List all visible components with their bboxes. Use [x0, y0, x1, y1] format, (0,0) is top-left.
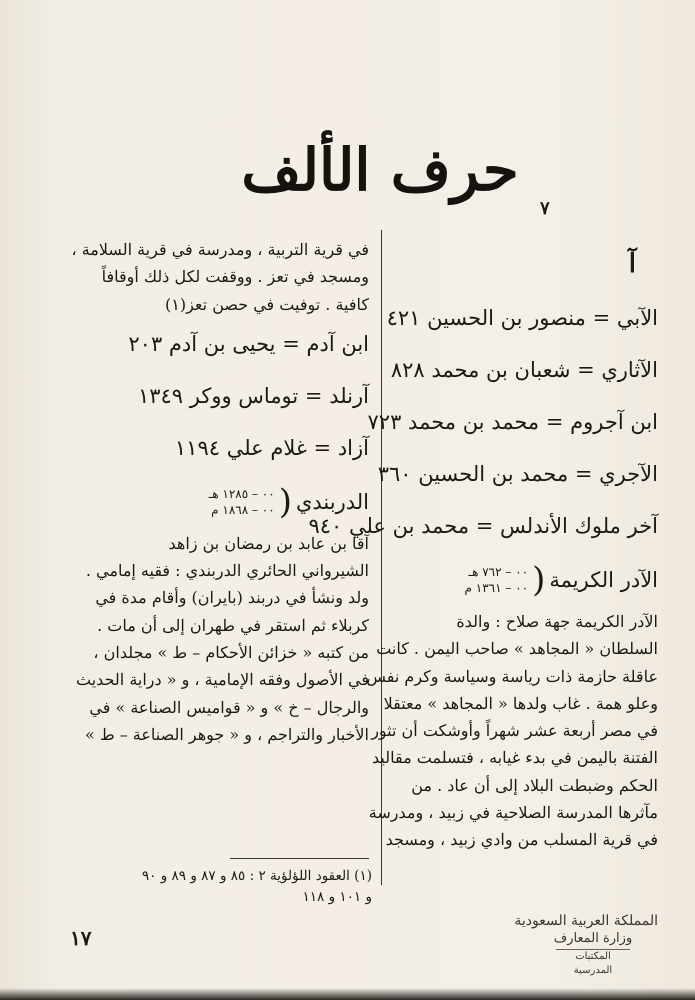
footnote-line: (١) العقود اللؤلؤية ٢ : ٨٥ و ٨٧ و ٨٩ و ٩٠: [141, 868, 372, 884]
left-column: [52, 236, 369, 748]
stamp-line: وزارة المعارف: [553, 931, 633, 946]
index-entry: آرنلد = توماس ووكر ١٣٤٩: [137, 383, 369, 408]
index-entry: ابن آجروم = محمد بن محمد ٧٢٣: [367, 410, 658, 434]
body-line: في الأصول وفقه الإمامية ، و « دراية الحديث: [76, 670, 369, 690]
biography-heading: [400, 552, 658, 608]
date-gregorian: ٠٠ – ١٣٦١ م: [464, 581, 529, 595]
body-line: كافية . توفيت في حصن تعز(١): [165, 294, 369, 314]
column-divider: [381, 230, 382, 885]
biography-heading: [52, 474, 369, 530]
life-dates: [465, 564, 529, 596]
body-line: في قرية المسلب من وادي زبيد ، ومسجد: [385, 830, 658, 850]
index-entry: ابن آدم = يحيى بن آدم ٢٠٣: [128, 331, 369, 356]
footnote-divider: [230, 858, 369, 859]
section-letter: آ: [628, 249, 636, 279]
body-line: الفتنة باليمن في بدء غيابه ، فتسلمت مقاليد: [372, 748, 658, 768]
stamp-line: المكتبات المدرسية: [556, 949, 630, 978]
index-entry: الآجري = محمد بن الحسين ٣٦٠: [377, 462, 658, 486]
body-line: وعلو همة . غاب ولدها « المجاهد » معتقلا: [383, 693, 658, 713]
body-line: آقا بن عابد بن رمضان بن زاهد: [168, 533, 369, 553]
page-number: ١٧: [70, 926, 92, 950]
life-dates: [209, 486, 275, 518]
body-line: في قرية التربية ، ومدرسة في قرية السلامة ،: [71, 240, 369, 259]
index-entry: الآثاري = شعبان بن محمد ٨٢٨: [390, 358, 658, 382]
body-line: والرجال – خ » و « قواميس الصناعة » في: [89, 697, 369, 717]
date-gregorian: ٠٠ – ١٨٦٨ م: [211, 502, 275, 517]
date-hijri: ٠٠ – ٧٦٢ هـ: [468, 565, 529, 579]
index-entry: الآبي = منصور بن الحسين ٤٢١: [386, 306, 658, 330]
body-line: في مصر أربعة عشر شهراً وأوشكت أن تثور: [371, 721, 658, 741]
body-line: كربلاء ثم استقر في طهران إلى أن مات .: [97, 615, 369, 635]
body-line: السلطان « المجاهد » صاحب اليمن . كانت: [376, 639, 658, 659]
stamp-line: المملكة العربية السعودية: [514, 913, 658, 929]
body-line: الحكم وضبطت البلاد إلى أن عاد . من: [411, 775, 658, 795]
body-line: الآدر الكريمة جهة صلاح : والدة: [456, 612, 658, 631]
biography-name: الآدر الكريمة: [549, 568, 658, 592]
body-line: ومسجد في تعز . ووقفت لكل ذلك أوقافاً: [101, 267, 369, 287]
footnote: [50, 866, 372, 908]
body-line: من كتبه « خزائن الأحكام – ط » مجلدان ،: [93, 643, 369, 663]
index-entry: آزاد = غلام علي ١١٩٤: [174, 435, 369, 460]
body-line: الأخبار والتراجم ، و « جوهر الصناعة – ط »: [84, 724, 369, 744]
body-line: مآثرها المدرسة الصلاحية في زبيد ، ومدرسة: [368, 803, 658, 823]
heading-mark: ٧: [540, 198, 550, 219]
page-edge-shadow: [0, 988, 695, 1000]
library-stamp: [514, 912, 658, 978]
body-line: عاقلة حازمة ذات رياسة وسياسة وكرم نفس: [366, 666, 658, 686]
body-line: الشيرواني الحائري الدربندي : فقيه إمامي .: [85, 561, 369, 581]
date-bracket: (: [278, 481, 292, 522]
footnote-line: و ١٠١ و ١١٨: [302, 889, 372, 905]
body-line: ولد ونشأ في دربند (بايران) وأقام مدة في: [95, 588, 369, 608]
chapter-heading: حرف الألف: [241, 136, 519, 204]
date-hijri: ٠٠ – ١٢٨٥ هـ: [208, 486, 275, 501]
biography-name: الدربندي: [295, 489, 369, 514]
index-entry: آخر ملوك الأندلس = محمد بن علي ٩٤٠: [308, 514, 658, 538]
date-bracket: (: [532, 560, 546, 600]
